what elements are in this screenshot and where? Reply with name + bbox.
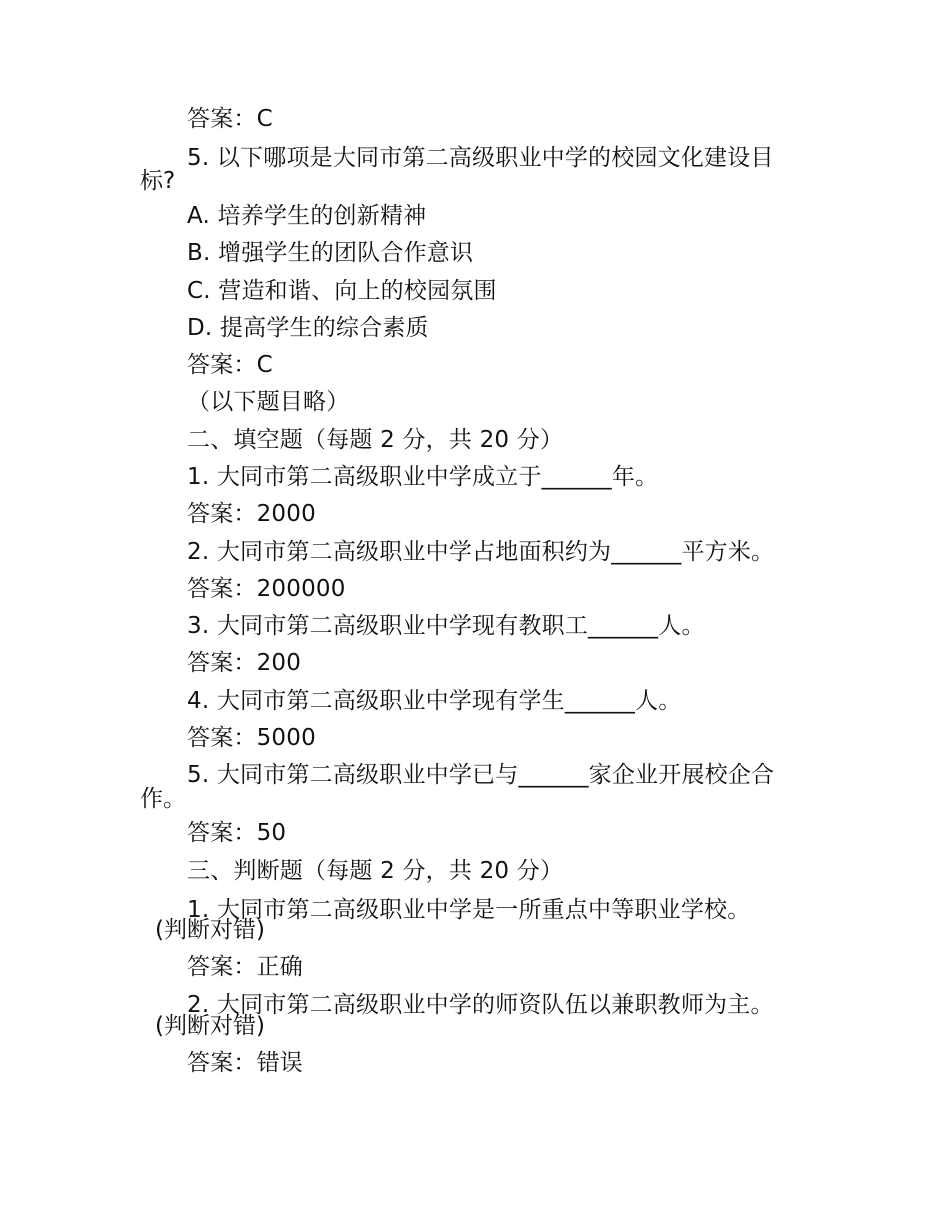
question-line: 5. 以下哪项是大同市第二高级职业中学的校园文化建设目	[187, 145, 774, 171]
judge-hint: (判断对错)	[155, 917, 265, 943]
answer-line: 答案：5000	[187, 725, 316, 751]
option-line: D. 提高学生的综合素质	[187, 315, 429, 341]
answer-line: 答案：2000	[187, 501, 316, 527]
section-heading: 二、填空题（每题 2 分，共 20 分）	[187, 427, 564, 453]
question-line-wrap: 标?	[140, 168, 176, 194]
answer-line: 答案：错误	[187, 1050, 303, 1076]
question-line: 2. 大同市第二高级职业中学占地面积约为______平方米。	[187, 539, 775, 565]
answer-line: 答案：C	[187, 352, 273, 378]
option-line: A. 培养学生的创新精神	[187, 203, 427, 229]
answer-line: 答案：50	[187, 820, 287, 846]
question-line: 1. 大同市第二高级职业中学是一所重点中等职业学校。	[187, 897, 751, 923]
question-line: 2. 大同市第二高级职业中学的师资队伍以兼职教师为主。	[187, 992, 774, 1018]
question-line: 1. 大同市第二高级职业中学成立于______年。	[187, 464, 659, 490]
answer-line: 答案：C	[187, 106, 273, 132]
answer-line: 答案：200	[187, 650, 302, 676]
answer-line: 答案：200000	[187, 576, 346, 602]
judge-hint: (判断对错)	[155, 1013, 265, 1039]
question-line: 4. 大同市第二高级职业中学现有学生______人。	[187, 688, 682, 714]
question-line: 3. 大同市第二高级职业中学现有教职工______人。	[187, 613, 705, 639]
option-line: C. 营造和谐、向上的校园氛围	[187, 278, 497, 304]
question-line: 5. 大同市第二高级职业中学已与______家企业开展校企合	[187, 762, 775, 788]
option-line: B. 增强学生的团队合作意识	[187, 240, 474, 266]
answer-line: 答案：正确	[187, 954, 303, 980]
section-heading: 三、判断题（每题 2 分，共 20 分）	[187, 858, 564, 884]
question-line-wrap: 作。	[140, 786, 186, 812]
note-line: （以下题目略）	[187, 389, 350, 415]
